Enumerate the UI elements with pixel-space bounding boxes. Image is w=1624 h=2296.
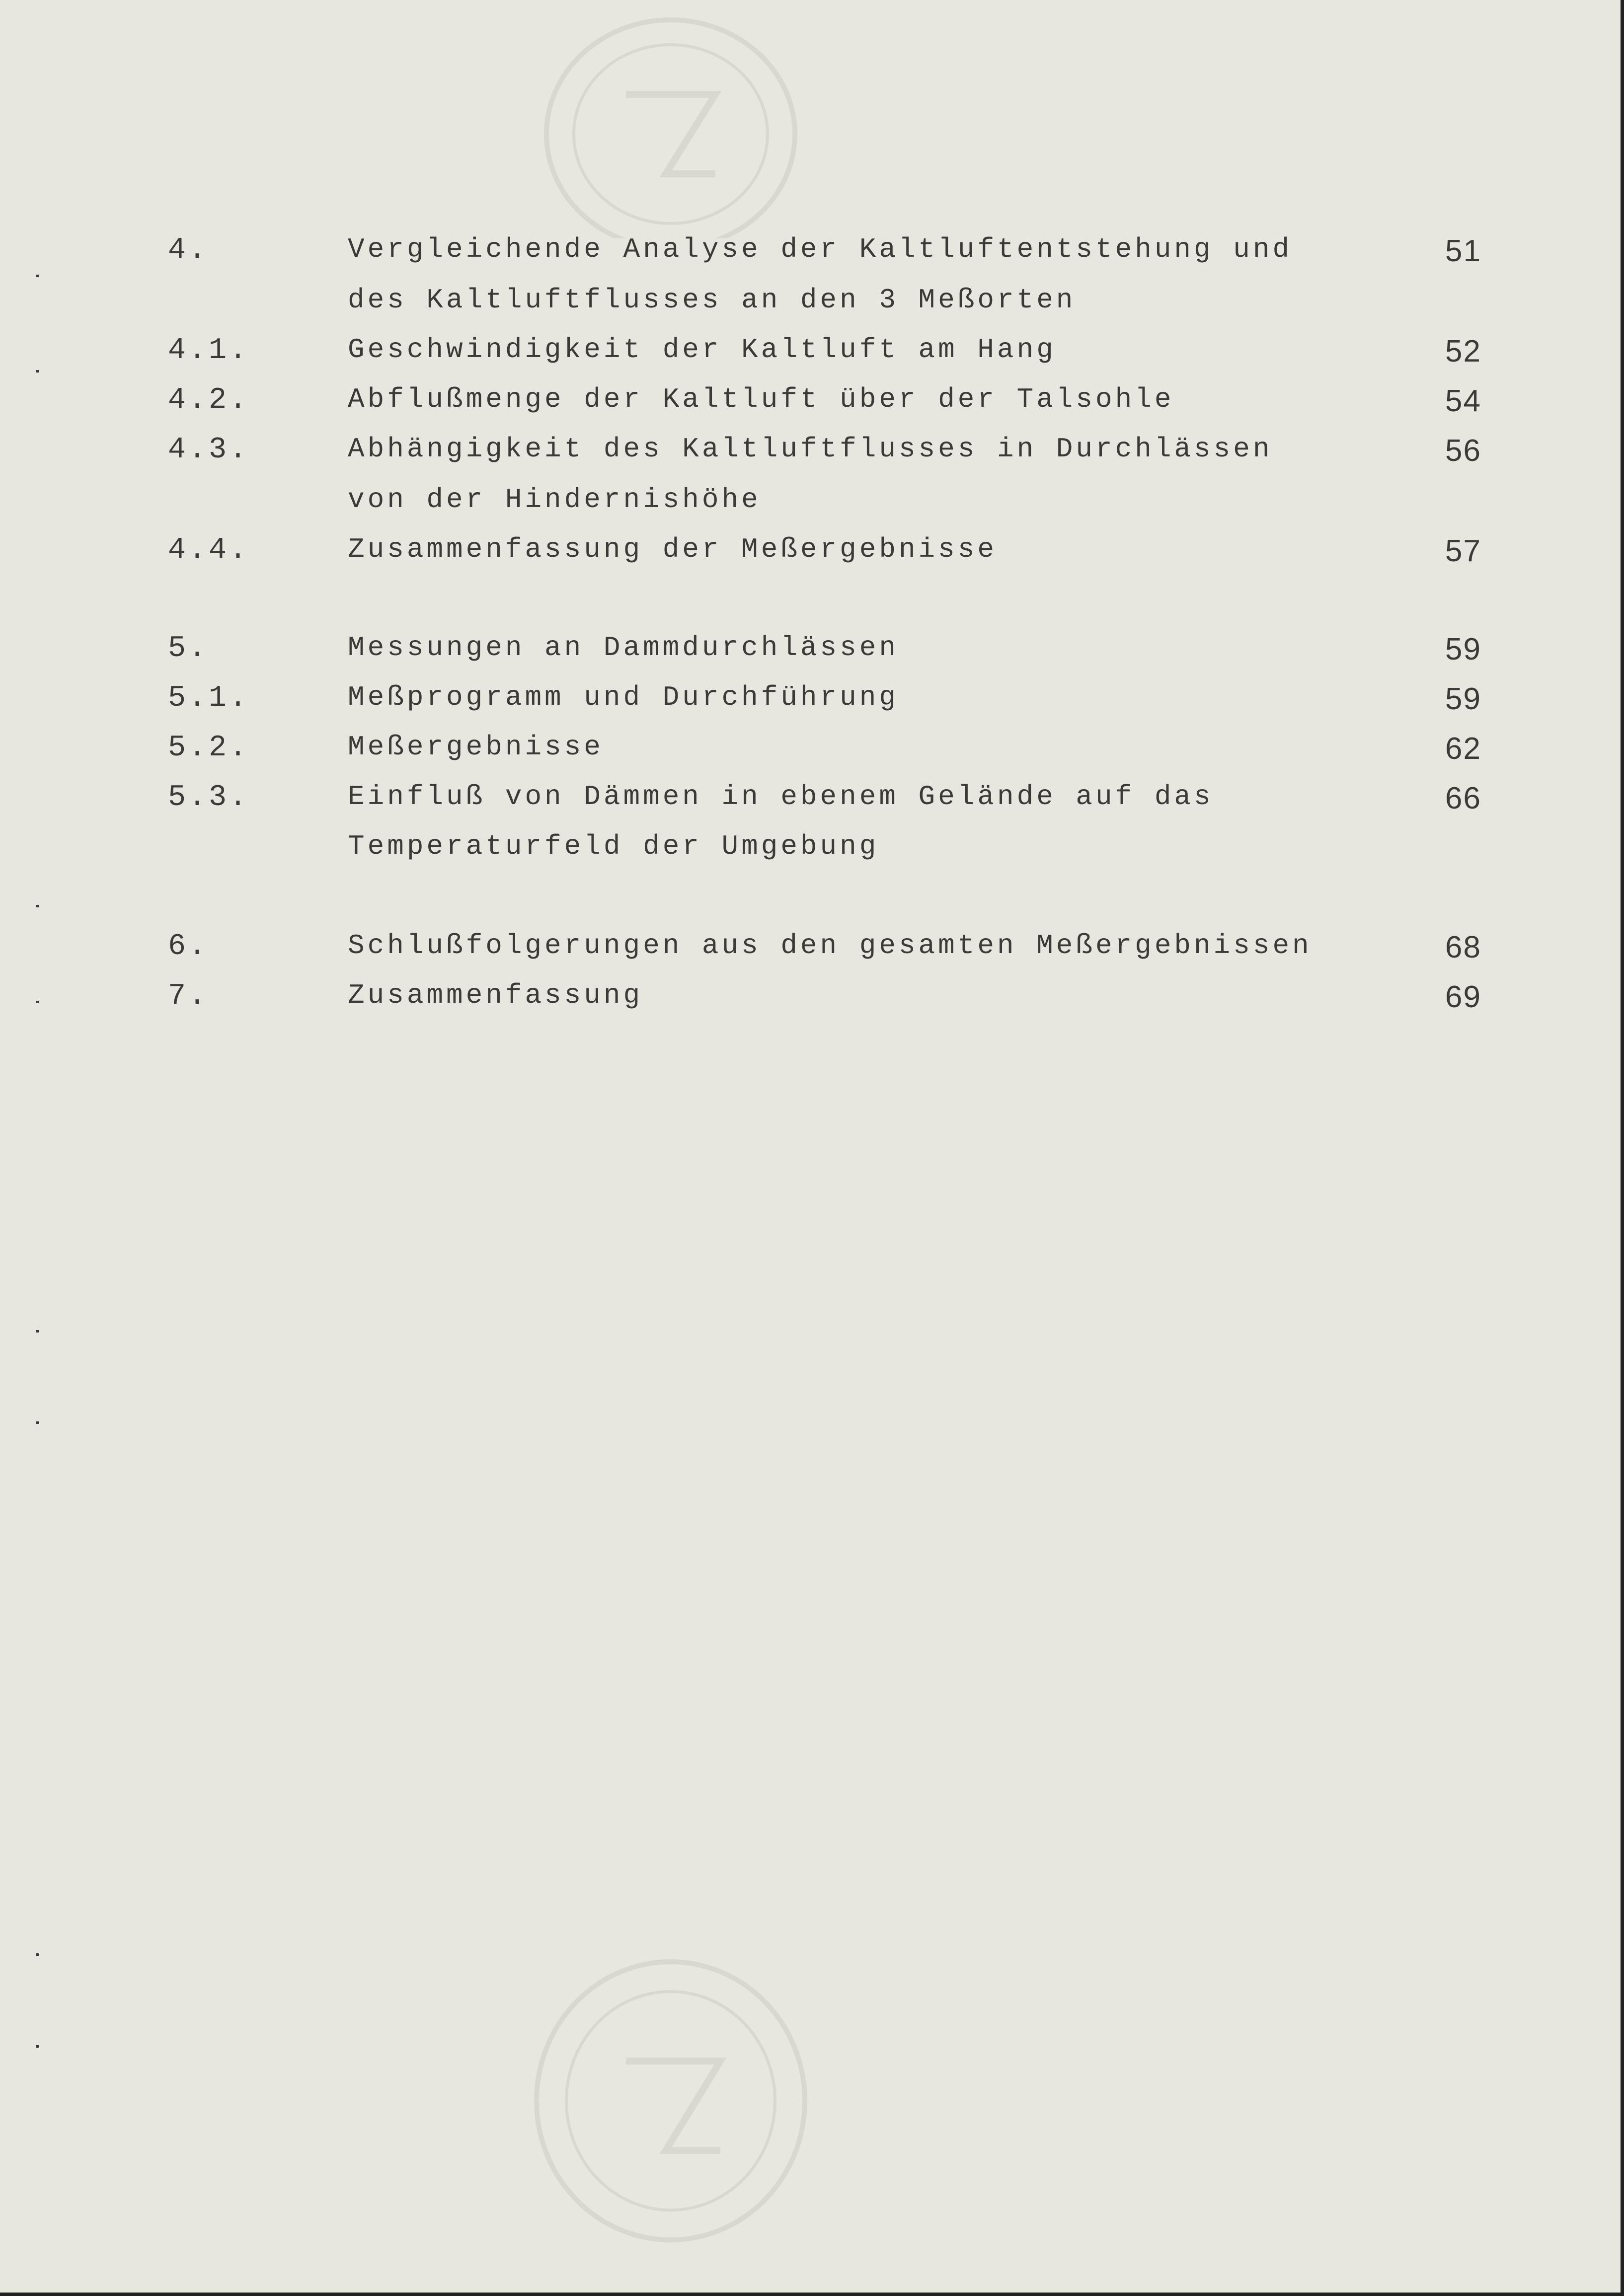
toc-entry-number: 7. bbox=[168, 979, 209, 1013]
toc-entry bbox=[0, 484, 1621, 533]
toc-entry-page: 59 bbox=[1445, 632, 1481, 667]
toc-entry-title: Einfluß von Dämmen in ebenem Gelände auf das bbox=[348, 781, 1214, 813]
toc-entry bbox=[0, 632, 1621, 681]
toc-entry bbox=[0, 233, 1621, 283]
toc-entry-page: 59 bbox=[1445, 682, 1481, 716]
watermark-seal-bottom bbox=[512, 1937, 830, 2255]
margin-dot bbox=[36, 1953, 39, 1956]
toc-entry-title: Vergleichende Analyse der Kaltluftentstehung und bbox=[348, 233, 1293, 265]
toc-entry-title: Geschwindigkeit der Kaltluft am Hang bbox=[348, 334, 1056, 366]
toc-entry-title: Abhängigkeit des Kaltluftflusses in Durchlässen bbox=[348, 433, 1273, 465]
toc-entry-title: Schlußfolgerungen aus den gesamten Meßergebnissen bbox=[348, 930, 1312, 962]
margin-dot bbox=[36, 1330, 39, 1333]
margin-dot bbox=[36, 1421, 39, 1424]
toc-entry-number: 5. bbox=[168, 632, 209, 666]
toc-entry bbox=[0, 284, 1621, 334]
toc-entry-title: von der Hindernishöhe bbox=[348, 484, 761, 516]
toc-entry-page: 57 bbox=[1445, 534, 1481, 568]
toc-entry-title: des Kaltluftflusses an den 3 Meßorten bbox=[348, 284, 1076, 316]
toc-entry-number: 5.1. bbox=[168, 681, 250, 715]
toc-entry bbox=[0, 979, 1621, 1029]
toc-entry-number: 4. bbox=[168, 233, 209, 267]
toc-entry bbox=[0, 681, 1621, 731]
toc-entry bbox=[0, 433, 1621, 483]
toc-entry-number: 4.2. bbox=[168, 383, 250, 417]
toc-entry-title: Messungen an Dammdurchlässen bbox=[348, 632, 899, 664]
toc-entry-number: 5.2. bbox=[168, 731, 250, 765]
toc-entry-title: Zusammenfassung bbox=[348, 979, 643, 1011]
toc-entry-title: Meßergebnisse bbox=[348, 731, 604, 763]
toc-entry-title: Abflußmenge der Kaltluft über der Talsohle bbox=[348, 383, 1174, 415]
toc-entry bbox=[0, 830, 1621, 880]
margin-dot bbox=[36, 2045, 39, 2048]
toc-entry-number: 4.3. bbox=[168, 433, 250, 467]
toc-entry bbox=[0, 781, 1621, 830]
toc-entry-number: 4.4. bbox=[168, 533, 250, 567]
toc-entry-page: 54 bbox=[1445, 384, 1481, 418]
margin-dot bbox=[36, 905, 39, 907]
toc-entry bbox=[0, 334, 1621, 383]
toc-entry bbox=[0, 731, 1621, 781]
toc-entry-page: 66 bbox=[1445, 781, 1481, 815]
toc-entry-title: Meßprogramm und Durchführung bbox=[348, 681, 899, 713]
toc-entry-page: 69 bbox=[1445, 980, 1481, 1014]
toc-entry-page: 62 bbox=[1445, 732, 1481, 766]
toc-entry-page: 68 bbox=[1445, 930, 1481, 964]
toc-entry-page: 52 bbox=[1445, 334, 1481, 369]
toc-entry-number: 4.1. bbox=[168, 334, 250, 368]
toc-entry bbox=[0, 930, 1621, 979]
toc-entry-number: 6. bbox=[168, 930, 209, 963]
toc-entry bbox=[0, 383, 1621, 433]
toc-entry-page: 51 bbox=[1445, 234, 1481, 268]
toc-entry-title: Temperaturfeld der Umgebung bbox=[348, 830, 879, 862]
toc-entry bbox=[0, 533, 1621, 583]
watermark-seal-top bbox=[517, 10, 825, 238]
toc-entry-number: 5.3. bbox=[168, 781, 250, 815]
toc-entry-page: 56 bbox=[1445, 434, 1481, 468]
toc-entry-title: Zusammenfassung der Meßergebnisse bbox=[348, 533, 997, 565]
